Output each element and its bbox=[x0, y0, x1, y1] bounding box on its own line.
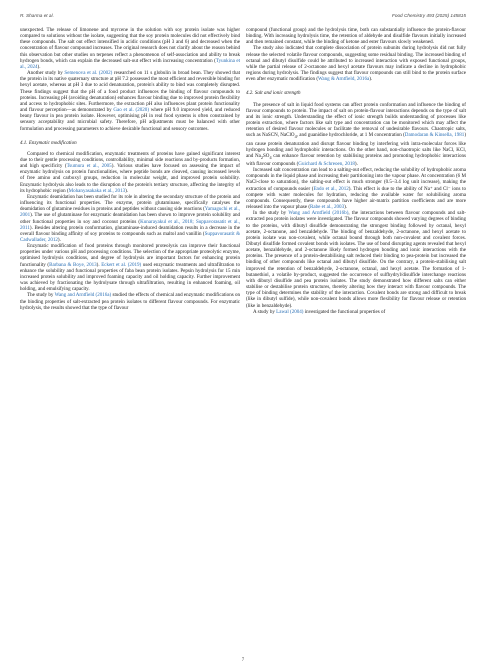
citation-link[interactable]: Suppavorasatit & Cadwallader, 2012 bbox=[20, 230, 240, 243]
citation-link[interactable]: Lawal (2004) bbox=[276, 308, 304, 315]
citation-link[interactable]: Wang and Arntfield (2016a) bbox=[54, 292, 112, 299]
citation-link[interactable]: Semenova et al. (2002) bbox=[64, 70, 113, 77]
paragraph: Another study by Semenova et al. (2002) researched on 11 s globulin in broad bean. They showed that the protein in its native quaternary structure at pH 7.2 possessed the most efficient and reversible binding for hexyl acetate, whereas at pH 3 due to acid denaturation, protein's ability to bind was completely disrupted. These findings suggest that the pH of a food product influences the binding of flavour compounds to proteins. Increasing pH (avoiding denaturation) enhances flavour binding due to improved protein flexibility and access to hydrophobic sites. Furthermore, the extraction pH also influences plant protein functionality and flavour perception—as demonstrated by Gao et al. (2020) where pH 9.0 improved yield, and reduced beany flavour in pea protein isolate. However, optimising pH in real food systems is often constrained by sensory acceptability and microbial safety. Therefore, pH adjustments must be balanced with other formulation and processing parameters to achieve desirable functional and sensory outcomes. bbox=[20, 70, 240, 132]
right-column bbox=[246, 27, 466, 652]
citation-link[interactable]: Barbana & Boye, 2013 bbox=[49, 261, 97, 268]
page-number: 7 bbox=[241, 658, 245, 663]
citation-link[interactable]: Kunarayakul et al., 2018; Suppavorasatit et al., 2011 bbox=[20, 218, 240, 231]
citation-link[interactable]: Mohanyasakaka et al., 2013 bbox=[68, 187, 126, 194]
paragraph: Enzymatic modification of food proteins through monitored proteolysis can improve their functional properties under various pH and processing conditions. The selection of the appropriate proteolytic enzyme, optimised hydrolysis conditions, and degree of hydrolysis are important factors for enhancing protein functionality (Barbana & Boye, 2013). Eckert et al. (2019) used enzymatic treatments and ultrafiltration to enhance the solubility and functional properties of faba bean protein isolates. Pepsin hydrolysis for 15 min increased protein solubility and improved foaming capacity and oil holding capacity. Further improvement was achieved by fractionating the hydrolysate through ultrafiltration, resulting in enhanced foaming, oil holding, and emulsifying capacity. bbox=[20, 243, 240, 293]
citation-link[interactable]: Tyunkina et al., 2024 bbox=[20, 57, 240, 70]
section-heading: 4.2. Salt and ionic strength bbox=[246, 90, 301, 97]
paragraph: unexpected. The release of limonene and myrcene in the solution with soy protein isolate was higher compared to solutions without the isolate, suggesting that the soy protein molecules did not effectively bind these compounds. The salt out effect intensified in acidic conditions (pH 3 and 6) and decreased when the concentration of flavour compound increases. The original research does not clarify about the reason behind this observation but other studies on terpenes reflect a phenomenon of self-association and ability to break hydrogen bonds, which can explain the decreased salt-out effect with increasing concentration (Tyunkina et al., 2024). bbox=[20, 27, 240, 70]
citation-link[interactable]: Guichard & Schreoen, 2018 bbox=[298, 160, 355, 167]
section-heading: 4.1. Enzymatic modification bbox=[20, 139, 77, 146]
citation-link[interactable]: Tsumura et al., 2005 bbox=[66, 163, 112, 170]
paragraph: Increased salt concentration can lead to a salting-out effect, reducing the solubility of hydrophobic aroma compounds in the liquid phase and increasing their partitioning into the vapour phase. At concentration (6 M NaCl-close to saturation), the salting-out effect is much stronger (0.5–3.4 log unit increase), making the extraction of compounds easier (Endo et al., 2012). This effect is due to the ability of Na⁺ and Cl⁻ ions to compete with water molecules for hydration, reducing the available water for solubilising aroma compounds. Consequently, these compounds have higher air-matrix partition coefficients and are more released into the vapour phase (Rabe et al., 2003). bbox=[246, 167, 466, 211]
header-journal: Food Chemistry 493 (2025) 145815 bbox=[391, 13, 466, 18]
paragraph: In the study by Wang and Arntfield (2016b), the interactions between flavour compounds and salt-extracted pea protein isolates were investigated. The flavour compounds showed varying degrees of binding to the proteins, with dibutyl disulfide demonstrating the strongest binding followed by octanal, hexyl acetate, 2-octanone, and benzaldehyde. The binding of benzaldehyde, 2-octanone, and hexyl acetate to protein isolate was non-covalent, while octanal bound through both non-covalent and covalent forces. Dibutyl disulfide formed covalent bonds with isolates. The use of bond disrupting agents revealed that hexyl acetate, benzaldehyde, and 2-octanone likely formed hydrogen bonding and ionic interactions with the proteins. The presence of a protein-destabilising salt reduced their binding to pea-protein but increased the binding of other compounds like octanal and dibutyl disulfide. On the contrary, a protein-stabilising salt improved the retention of benzaldehyde, 2-octanone, octanal, and hexyl acetate. The formation of 1-butanethiol, a volatile by-product, suggested the occurrence of sulfhydryl/disulfide interchange reactions with dibutyl disulfide and pea protein isolates. The study demonstrated how different salts can either stabilise or destabilise protein structures, thereby altering how they interact with flavour compounds. The type of binding determines the stability of the interaction. Covalent bonds are strong and difficult to break (like in dibutyl sulfide), while non-covalent bonds allows more flexibility for flavour release or retention (like in benzaldehyde). bbox=[246, 210, 466, 309]
paragraph: Compared to chemical modification, enzymatic treatments of proteins have gained significant interest due to their gentle processing conditions, controllability, minimal side reactions and by-products formation, and high specificity (Tsumura et al., 2005). Various studies have focused on assessing the impact of enzymatic hydrolysis on protein functionalities, where peptide bonds are cleaved, causing increased levels of free amino and carboxyl groups, reduction in molecular weight, and improved protein solubility. Enzymatic hydrolysis also leads to the disruption of the protein's tertiary structure, affecting the integrity of its hydrophobic region (Mohanyasakaka et al., 2013). bbox=[20, 150, 240, 194]
citation-link[interactable]: Rabe et al., 2003 bbox=[310, 204, 345, 211]
paragraph: The study also indicated that complete dissociation of protein subunits during hydrolysis did not fully release the selected volatile flavour compounds, suggesting some residual binding. The increased binding of octanal and dibutyl disulfide could be attributed to increased interaction with exposed functional groups, while the partial release of 2-octanone and hexyl acetate flavours may indicate a decline in hydrophobic regions during hydrolysis. The findings suggest that flavour compounds can still bind to the protein surface even after enzymatic modification (Wang & Arntfield, 2016a). bbox=[246, 45, 466, 83]
citation-link[interactable]: Wang & Arntfield, 2016a bbox=[318, 76, 370, 83]
left-column bbox=[20, 27, 240, 652]
header-authors: R. Sharma et al. bbox=[20, 13, 54, 18]
paragraph: compound (functional group) and the hydrolysis time, both can substantially influence the protein-flavour binding. With increasing hydrolysis time, the retention of aldehyde and disulfide flavours initially increased and then remained constant, while the binding of ketone and ester flavours slowly weakened. bbox=[246, 27, 466, 46]
citation-link[interactable]: Eckert et al. (2019) bbox=[101, 261, 142, 268]
citation-link[interactable]: Endo et al., 2012 bbox=[313, 185, 349, 192]
citation-link[interactable]: Yamaguchi et al., 2001 bbox=[20, 206, 240, 219]
citation-link[interactable]: Gao et al. (2020) bbox=[113, 107, 150, 114]
paragraph: The presence of salt in liquid food systems can affect protein conformation and influence the binding of flavour compounds to protein. The impact of salt on protein-flavour interactions depends on the type of salt and its ionic strength. Understanding the effect of ionic strength builds understanding of processes like protein extraction, where factors like salt type and concentration can be monitored which may affect the retention of desired flavour molecules or facilitate the removal of undesirable flavours. Chaotropic salts, such as NaSCN, NaClO$_4$, and guanidine hydrochloride, at 1 M concentration (Damodaran & Kinsella, 1981) can cause protein denaturation and disrupt flavour binding by interfering with intra-molecular forces like hydrogen bonding and hydrophobic interactions. On the other hand, non-chaotropic salts like NaCl, KCl, and $Na_2SO_4$ can enhance flavour retention by stabilising proteins and promoting hydrophobic interactions with flavour compounds (Guichard & Schreoen, 2018). bbox=[246, 101, 466, 167]
citation-link[interactable]: Wang and Arntfield (2016b) bbox=[288, 210, 349, 217]
paragraph: Enzymatic deamidation has been studied for its role in altering the secondary structure of the protein and influencing its functional properties. The enzyme, protein glutaminase, specifically catalyses the deamidation of glutamine residues in proteins and peptides without causing side reactions (Yamaguchi et al., 2001). The use of glutaminase for enzymatic deamidation has been shown to improve protein solubility and other functional properties in soy and coconut proteins (Kunarayakul et al., 2018; Suppavorasatit et al., 2011). Besides altering protein conformation, glutaminase-induced deamidation results in a decrease in the overall flavour binding affinity of soy proteins to compounds such as maltol and vanillin (Suppavorasatit & Cadwallader, 2012). bbox=[20, 193, 240, 243]
paragraph: The study by Wang and Arntfield (2016a) studied the effects of chemical and enzymatic modifications on the binding properties of salt-extracted pea protein isolates to different flavour compounds. For enzymatic hydrolysis, the results showed that the type of flavour bbox=[20, 292, 240, 311]
running-header bbox=[20, 13, 466, 22]
citation-link[interactable]: Damodaran & Kinsella, 1981 bbox=[404, 132, 465, 139]
paragraph: A study by Lawal (2004) investigated the functional properties of bbox=[253, 308, 386, 315]
